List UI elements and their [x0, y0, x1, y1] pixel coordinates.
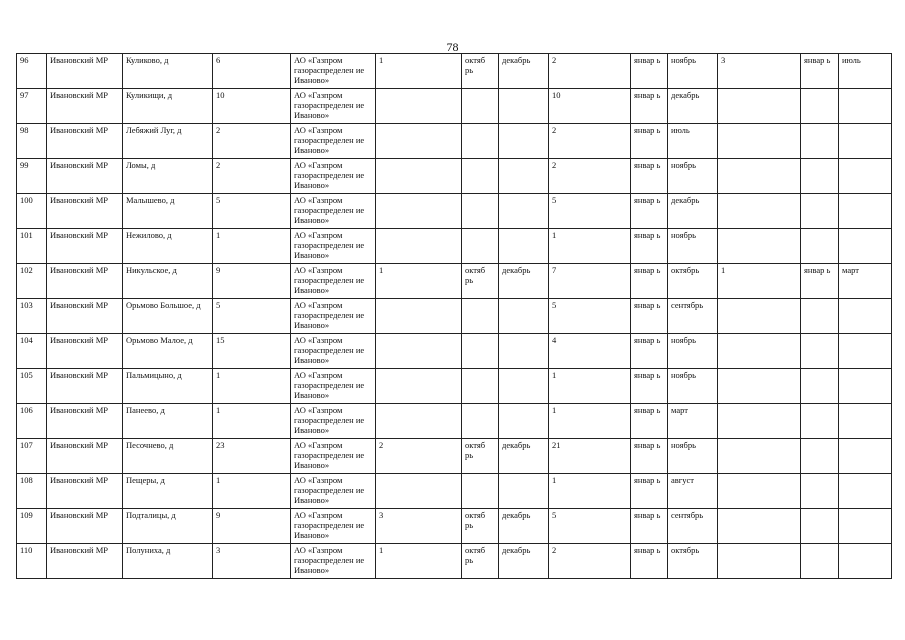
district-cell: Ивановский МР	[47, 544, 123, 579]
stage2-start-cell: январ ь	[631, 404, 668, 439]
stage2-start-cell: январ ь	[631, 299, 668, 334]
count-cell: 15	[213, 334, 291, 369]
stage2-end-cell: октябрь	[668, 264, 718, 299]
table-row	[17, 159, 892, 194]
stage3-start-cell	[801, 404, 839, 439]
stage1-qty-cell	[376, 474, 462, 509]
stage1-end-cell	[499, 334, 549, 369]
stage2-qty-cell: 1	[549, 404, 631, 439]
stage2-qty-cell: 2	[549, 54, 631, 89]
stage1-start-cell	[462, 474, 499, 509]
count-cell: 1	[213, 404, 291, 439]
stage1-start-cell	[462, 229, 499, 264]
table-row	[17, 509, 892, 544]
district-cell: Ивановский МР	[47, 369, 123, 404]
organization-cell: АО «Газпром газораспределен ие Иваново»	[291, 194, 376, 229]
settlement-cell: Пещеры, д	[123, 474, 213, 509]
table-row	[17, 299, 892, 334]
organization-cell: АО «Газпром газораспределен ие Иваново»	[291, 404, 376, 439]
stage1-end-cell: декабрь	[499, 54, 549, 89]
district-cell: Ивановский МР	[47, 264, 123, 299]
organization-cell: АО «Газпром газораспределен ие Иваново»	[291, 439, 376, 474]
stage1-start-cell: октяб рь	[462, 544, 499, 579]
stage1-end-cell	[499, 299, 549, 334]
settlement-cell: Полуниха, д	[123, 544, 213, 579]
stage3-end-cell	[839, 159, 892, 194]
count-cell: 5	[213, 194, 291, 229]
stage3-qty-cell	[718, 194, 801, 229]
settlement-cell: Куликищи, д	[123, 89, 213, 124]
stage3-start-cell	[801, 299, 839, 334]
row-number-cell: 98	[17, 124, 47, 159]
stage3-start-cell	[801, 509, 839, 544]
stage1-start-cell	[462, 369, 499, 404]
count-cell: 23	[213, 439, 291, 474]
stage3-qty-cell	[718, 544, 801, 579]
stage3-qty-cell	[718, 439, 801, 474]
stage1-qty-cell	[376, 159, 462, 194]
stage2-end-cell: март	[668, 404, 718, 439]
stage3-start-cell	[801, 159, 839, 194]
stage3-start-cell	[801, 474, 839, 509]
settlement-cell: Орьмово Большое, д	[123, 299, 213, 334]
count-cell: 1	[213, 474, 291, 509]
stage2-start-cell: январ ь	[631, 474, 668, 509]
stage2-qty-cell: 5	[549, 299, 631, 334]
stage1-qty-cell	[376, 194, 462, 229]
stage2-qty-cell: 21	[549, 439, 631, 474]
stage1-end-cell	[499, 474, 549, 509]
row-number-cell: 99	[17, 159, 47, 194]
stage2-start-cell: январ ь	[631, 159, 668, 194]
row-number-cell: 97	[17, 89, 47, 124]
stage1-qty-cell	[376, 229, 462, 264]
stage2-qty-cell: 1	[549, 474, 631, 509]
row-number-cell: 96	[17, 54, 47, 89]
stage1-start-cell	[462, 194, 499, 229]
stage3-qty-cell	[718, 334, 801, 369]
stage3-qty-cell	[718, 474, 801, 509]
stage2-start-cell: январ ь	[631, 439, 668, 474]
stage1-end-cell	[499, 229, 549, 264]
stage1-start-cell: октяб рь	[462, 54, 499, 89]
stage3-qty-cell	[718, 159, 801, 194]
stage3-start-cell	[801, 544, 839, 579]
gasification-table	[16, 53, 892, 579]
table-row	[17, 369, 892, 404]
row-number-cell: 103	[17, 299, 47, 334]
stage1-end-cell	[499, 124, 549, 159]
count-cell: 5	[213, 299, 291, 334]
organization-cell: АО «Газпром газораспределен ие Иваново»	[291, 89, 376, 124]
stage3-end-cell	[839, 334, 892, 369]
stage1-qty-cell: 1	[376, 264, 462, 299]
stage3-start-cell	[801, 124, 839, 159]
stage3-start-cell	[801, 229, 839, 264]
table-row	[17, 474, 892, 509]
stage1-qty-cell	[376, 299, 462, 334]
organization-cell: АО «Газпром газораспределен ие Иваново»	[291, 299, 376, 334]
table-row	[17, 194, 892, 229]
stage2-start-cell: январ ь	[631, 194, 668, 229]
table-row	[17, 229, 892, 264]
stage1-start-cell	[462, 89, 499, 124]
table-row	[17, 89, 892, 124]
district-cell: Ивановский МР	[47, 194, 123, 229]
organization-cell: АО «Газпром газораспределен ие Иваново»	[291, 334, 376, 369]
stage3-end-cell	[839, 404, 892, 439]
stage3-start-cell: январ ь	[801, 54, 839, 89]
stage2-qty-cell: 1	[549, 369, 631, 404]
stage3-start-cell	[801, 194, 839, 229]
stage1-start-cell: октяб рь	[462, 509, 499, 544]
stage2-qty-cell: 5	[549, 509, 631, 544]
stage2-start-cell: январ ь	[631, 89, 668, 124]
stage1-qty-cell	[376, 124, 462, 159]
stage2-end-cell: октябрь	[668, 544, 718, 579]
stage3-start-cell	[801, 369, 839, 404]
stage3-end-cell	[839, 299, 892, 334]
stage2-qty-cell: 1	[549, 229, 631, 264]
row-number-cell: 107	[17, 439, 47, 474]
stage3-qty-cell	[718, 124, 801, 159]
stage1-end-cell	[499, 159, 549, 194]
organization-cell: АО «Газпром газораспределен ие Иваново»	[291, 229, 376, 264]
stage1-start-cell: октяб рь	[462, 264, 499, 299]
page-number: 78	[446, 40, 459, 54]
count-cell: 1	[213, 229, 291, 264]
settlement-cell: Нежилово, д	[123, 229, 213, 264]
row-number-cell: 105	[17, 369, 47, 404]
settlement-cell: Никульское, д	[123, 264, 213, 299]
settlement-cell: Лебяжий Луг, д	[123, 124, 213, 159]
stage1-qty-cell	[376, 369, 462, 404]
stage1-end-cell	[499, 369, 549, 404]
stage2-start-cell: январ ь	[631, 509, 668, 544]
district-cell: Ивановский МР	[47, 439, 123, 474]
district-cell: Ивановский МР	[47, 404, 123, 439]
stage3-start-cell: январ ь	[801, 264, 839, 299]
stage3-qty-cell: 3	[718, 54, 801, 89]
row-number-cell: 101	[17, 229, 47, 264]
table-row	[17, 264, 892, 299]
count-cell: 3	[213, 544, 291, 579]
stage1-end-cell: декабрь	[499, 264, 549, 299]
stage3-qty-cell	[718, 89, 801, 124]
stage2-end-cell: ноябрь	[668, 369, 718, 404]
stage1-start-cell	[462, 404, 499, 439]
district-cell: Ивановский МР	[47, 474, 123, 509]
stage2-qty-cell: 4	[549, 334, 631, 369]
stage3-start-cell	[801, 334, 839, 369]
stage1-end-cell	[499, 194, 549, 229]
stage3-start-cell	[801, 89, 839, 124]
district-cell: Ивановский МР	[47, 509, 123, 544]
settlement-cell: Орьмово Малое, д	[123, 334, 213, 369]
settlement-cell: Пальмицыно, д	[123, 369, 213, 404]
stage2-end-cell: август	[668, 474, 718, 509]
stage2-start-cell: январ ь	[631, 264, 668, 299]
organization-cell: АО «Газпром газораспределен ие Иваново»	[291, 159, 376, 194]
stage3-qty-cell	[718, 369, 801, 404]
stage3-qty-cell	[718, 509, 801, 544]
stage1-qty-cell: 2	[376, 439, 462, 474]
stage2-end-cell: ноябрь	[668, 159, 718, 194]
table-row	[17, 54, 892, 89]
stage2-end-cell: июль	[668, 124, 718, 159]
organization-cell: АО «Газпром газораспределен ие Иваново»	[291, 124, 376, 159]
district-cell: Ивановский МР	[47, 124, 123, 159]
stage3-start-cell	[801, 439, 839, 474]
stage2-qty-cell: 10	[549, 89, 631, 124]
stage3-end-cell: июль	[839, 54, 892, 89]
district-cell: Ивановский МР	[47, 334, 123, 369]
row-number-cell: 109	[17, 509, 47, 544]
organization-cell: АО «Газпром газораспределен ие Иваново»	[291, 544, 376, 579]
row-number-cell: 102	[17, 264, 47, 299]
district-cell: Ивановский МР	[47, 229, 123, 264]
settlement-cell: Ломы, д	[123, 159, 213, 194]
organization-cell: АО «Газпром газораспределен ие Иваново»	[291, 264, 376, 299]
count-cell: 6	[213, 54, 291, 89]
row-number-cell: 108	[17, 474, 47, 509]
stage1-qty-cell: 1	[376, 544, 462, 579]
stage3-end-cell	[839, 439, 892, 474]
count-cell: 2	[213, 159, 291, 194]
stage3-end-cell	[839, 544, 892, 579]
settlement-cell: Подталицы, д	[123, 509, 213, 544]
stage1-qty-cell	[376, 404, 462, 439]
stage3-qty-cell: 1	[718, 264, 801, 299]
stage1-end-cell: декабрь	[499, 439, 549, 474]
organization-cell: АО «Газпром газораспределен ие Иваново»	[291, 369, 376, 404]
stage2-end-cell: сентябрь	[668, 509, 718, 544]
table-row	[17, 544, 892, 579]
stage3-qty-cell	[718, 299, 801, 334]
district-cell: Ивановский МР	[47, 159, 123, 194]
row-number-cell: 100	[17, 194, 47, 229]
table-row	[17, 334, 892, 369]
stage2-start-cell: январ ь	[631, 54, 668, 89]
stage2-start-cell: январ ь	[631, 334, 668, 369]
stage1-start-cell	[462, 334, 499, 369]
stage2-qty-cell: 5	[549, 194, 631, 229]
count-cell: 9	[213, 509, 291, 544]
organization-cell: АО «Газпром газораспределен ие Иваново»	[291, 474, 376, 509]
district-cell: Ивановский МР	[47, 299, 123, 334]
stage3-end-cell	[839, 369, 892, 404]
stage2-qty-cell: 2	[549, 124, 631, 159]
stage2-qty-cell: 7	[549, 264, 631, 299]
stage3-end-cell: март	[839, 264, 892, 299]
stage3-end-cell	[839, 474, 892, 509]
stage1-end-cell	[499, 404, 549, 439]
stage3-qty-cell	[718, 229, 801, 264]
stage3-end-cell	[839, 89, 892, 124]
district-cell: Ивановский МР	[47, 54, 123, 89]
stage2-qty-cell: 2	[549, 544, 631, 579]
district-cell: Ивановский МР	[47, 89, 123, 124]
stage1-qty-cell: 3	[376, 509, 462, 544]
stage3-end-cell	[839, 229, 892, 264]
stage2-end-cell: декабрь	[668, 89, 718, 124]
table-row	[17, 439, 892, 474]
table-row	[17, 124, 892, 159]
stage1-qty-cell	[376, 89, 462, 124]
count-cell: 2	[213, 124, 291, 159]
row-number-cell: 110	[17, 544, 47, 579]
count-cell: 10	[213, 89, 291, 124]
stage2-start-cell: январ ь	[631, 369, 668, 404]
stage2-end-cell: ноябрь	[668, 229, 718, 264]
stage1-start-cell	[462, 159, 499, 194]
organization-cell: АО «Газпром газораспределен ие Иваново»	[291, 54, 376, 89]
table-row	[17, 404, 892, 439]
stage1-end-cell	[499, 89, 549, 124]
stage3-qty-cell	[718, 404, 801, 439]
stage2-qty-cell: 2	[549, 159, 631, 194]
settlement-cell: Панеево, д	[123, 404, 213, 439]
stage2-end-cell: ноябрь	[668, 439, 718, 474]
stage2-start-cell: январ ь	[631, 229, 668, 264]
stage3-end-cell	[839, 194, 892, 229]
stage2-end-cell: ноябрь	[668, 54, 718, 89]
stage1-start-cell	[462, 299, 499, 334]
stage2-end-cell: ноябрь	[668, 334, 718, 369]
settlement-cell: Малышево, д	[123, 194, 213, 229]
stage1-end-cell: декабрь	[499, 544, 549, 579]
organization-cell: АО «Газпром газораспределен ие Иваново»	[291, 509, 376, 544]
stage1-start-cell: октяб рь	[462, 439, 499, 474]
stage3-end-cell	[839, 509, 892, 544]
stage1-qty-cell	[376, 334, 462, 369]
count-cell: 1	[213, 369, 291, 404]
stage2-start-cell: январ ь	[631, 124, 668, 159]
stage2-end-cell: сентябрь	[668, 299, 718, 334]
row-number-cell: 104	[17, 334, 47, 369]
stage2-start-cell: январ ь	[631, 544, 668, 579]
count-cell: 9	[213, 264, 291, 299]
stage1-qty-cell: 1	[376, 54, 462, 89]
settlement-cell: Песочнево, д	[123, 439, 213, 474]
settlement-cell: Куликово, д	[123, 54, 213, 89]
stage1-end-cell: декабрь	[499, 509, 549, 544]
stage2-end-cell: декабрь	[668, 194, 718, 229]
stage1-start-cell	[462, 124, 499, 159]
stage3-end-cell	[839, 124, 892, 159]
row-number-cell: 106	[17, 404, 47, 439]
